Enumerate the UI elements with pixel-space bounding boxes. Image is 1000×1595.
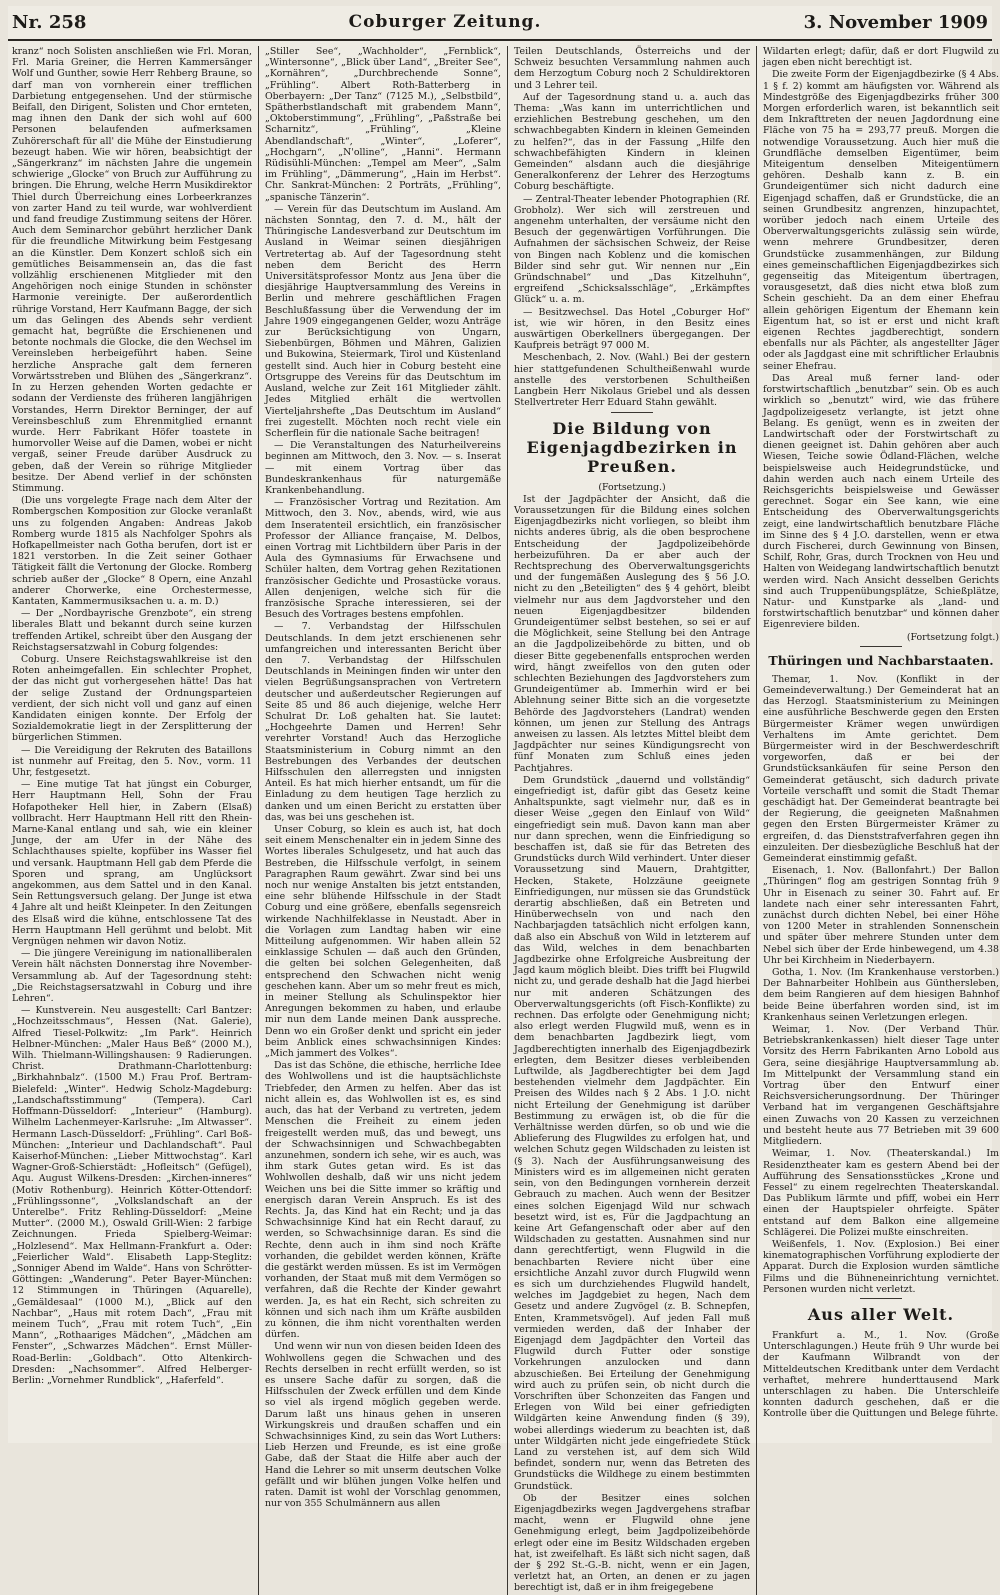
article-text: Frankfurt a. M., 1. Nov. (Große Unterschlagungen.) Heute früh 9 Uhr wurde bei der Kaufmann Wilbrandt von der Mitteldeutschen Kreditbank unter dem Verdacht verhaftet, mehrere hunderttausend Mark unterschlagen zu haben. Die Unterschleife konnten dadurch geschehen, daß er die Kontrolle über die Quittungen und Belege führte.	[763, 1329, 999, 1420]
article-headline: Die Bildung von Eigenjagdbezirken in Preußen.	[526, 418, 738, 476]
article-text: Die zweite Form der Eigenjagdbezirke (§ 4 Abs. 1 § f. 2) kommt am häufigsten vor. Während als Mindestgröße des Eigenjagdbezirks früher 300 Morgen erforderlich waren, ist bekanntlich seit dem Inkrafttreten der neuen Jagdordnung eine Fläche von 75 ha = 293,77 preuß. Morgen die notwendige Voraussetzung. Auch hier muß die Grundfläche demselben Eigentümer, beim Miteigentum denselben Miteigentümern gehören. Deshalb kann z. B. ein Grundeigentümer sich nicht dadurch eine Eigenjagd schaffen, daß er Grundstücke, die an seinen Grundbesitz angrenzen, hinzupachtet, worüber jedoch nach einem Urteile des Oberverwaltungsgerichts zulässig sein würde, wenn mehrere Grundbesitzer, deren Grundstücke zusammenhängen, zur Bildung eines gemeinschaftlichen Eigenjagdbezirkes sich gegenseitig das Miteigentum übertragen, vorausgesetzt, daß dies nicht etwa bloß zum Schein geschieht. Da an dem einer Ehefrau allein gehörigen Eigentum der Ehemann kein Eigentum hat, so ist er erst und nicht kraft eigenen Rechtes jagdberechtigt, sondern ebenfalls nur als Pächter, als angestellter Jäger oder als Jagdgast eine mit schriftlicher Erlaubnis seiner Ehefrau.	[763, 69, 999, 372]
article-text: Eisenach, 1. Nov. (Ballonfahrt.) Der Ballon „Thüringen“ flog am gestrigen Sonntag früh 9 Uhr in Eisenach zu seiner 30. Fahrt auf. Er landete nach einer sehr interessanten Fahrt, zunächst durch dichten Nebel, bei einer Höhe von 1200 Meter in strahlenden Sonnenschein und später über mehrere Stunden unter dem Nebel sich über der Erde hinbewegend, um 4.38 Uhr bei Kirchheim in Niederbayern.	[763, 865, 999, 966]
article-text: Das Areal muß ferner land- oder forstwirtschaftlich „benutzbar“ sein. Ob es auch wirklich so „benutzt“ wird, wie das frühere Jagdpolizeigesetz verlangte, ist jetzt ohne Belang. Es genügt, wenn es in zweiten der Landwirtschaft oder der Forstwirtschaft zu dienen geeignet ist. Dahin gehören aber auch Wiesen, Teiche sowie Ödland-Flächen, welche beispielsweise auch Heidegrundstücke, und dahin werden auch nach einem Urteile des Reichsgerichts beispielsweise und Gewässer gerechnet. Sogar ein See kann, wie eine Entscheidung des Oberverwaltungsgerichts zeigt, eine landwirtschaftlich benutzbare Fläche im Sinne des § 4 J.O. darstellen, wenn er etwa durch Fischerei, durch Gewinnung von Binsen, Schilf, Rohr, Gras, durch Trocknen von Heu und Halten von Weidegang landwirtschaftlich benutzt werden wird. Nach Ansicht desselben Gerichts sind auch Truppenübungsplätze, Schießplätze, Natur- und Kunstparke als „land- und forstwirtschaftlich benutzbar“ und können daher Eigenreviere bilden.	[763, 372, 999, 631]
article-text: Wildarten erlegt; dafür, daß er dort Flugwild zu jagen eben nicht berechtigt ist.	[763, 46, 999, 69]
article-text: Das ist das Schöne, die ethische, herrliche Idee des Wohlwollens und ist die hauptsächlichste Triebfeder, den Armen zu helfen. Aber das ist nicht allein es, das Wohlwollen ist es, es sind auch, das hat der Verband zu vertreten, jedem Menschen die Freiheit zu einem jeden freigestellt werden muß, das und bewegt, uns der Schwachsinnigen und Schwachbegabten anzunehmen, sondern ich sehe, wir es auch, was ihm stark Gutes getan wird. Es ist das Wohlwollen deshalb, daß wir uns nicht jedem Weichen uns bei die Sitte immer so kräftig und energisch daran Verein Anspruch. Es ist des Rechts. Ja, das Kind hat ein Recht; und ja das Schwachsinnige Kind hat ein Recht darauf, zu werden, so Schwachsinnige daran. Es sind die Rechte, denn auch in ihm sind noch Kräfte vorhanden, die gebildet werden können, Kräfte die gestärkt werden müssen. Es ist im Vermögen vorhanden, der Staat muß mit dem Vermögen so verfahren, daß die Rechte der Kinder gewahrt werden. Ja, es hat ein Recht, sich schreiten zu können und sich nach ihm um Kräfte ausbilden zu können, die ihm nicht vorenthalten werden dürfen.	[265, 1060, 501, 1341]
header-rule	[8, 39, 992, 41]
column-divider	[507, 46, 508, 1595]
masthead	[12, 8, 988, 36]
article-text: — Französischer Vortrag und Rezitation. Am Mittwoch, den 3. Nov., abends, wird, wie aus dem Inseratenteil ersichtlich, ein französischer Professor der Alliance française, M. Delbos, einen Vortrag mit Lichtbildern über Paris in der Aula des Gymnasiums für Erwachsene und Schüler halten, dem Vortrag gehen Rezitationen französischer Gedichte und Prosastücke voraus. Allen denjenigen, welche sich für die französische Sprache interessieren, sei der Besuch des Vortrages bestens empfohlen.	[265, 497, 501, 621]
newspaper-page	[8, 6, 999, 1594]
article-text: — Verein für das Deutschtum im Ausland. Am nächsten Sonntag, den 7. d. M., hält der Thüringische Landesverband zur Deutschtum im Ausland in Weimar seinen diesjährigen Vertretertag ab. Auf der Tagesordnung steht neben dem Bericht des Herrn Universitätsprofessor Montz aus Jena über die diesjährige Hauptversammlung des Vereins in Berlin und mehrere geschäftlichen Fragen Beschlußfassung über die Verwendung der im Jahre 1909 eingegangenen Gelder, wozu Anträge zur Berücksichtigung von Ungarn, Siebenbürgen, Böhmen und Mähren, Galizien und Bukowina, Steiermark, Tirol und Küstenland gestellt sind. Auch hier in Coburg besteht eine Ortsgruppe des Vereins für das Deutschtum im Ausland, welche zur Zeit 161 Mitglieder zählt. Jedes Mitglied erhält die wertvollen Vierteljahrshefte „Das Deutschtum im Ausland“ frei zugestellt. Möchten noch recht viele ein Scherflein für die nationale Sache beitragen!	[265, 203, 501, 439]
article-text: — Der „Nordbayrische Grenzbote“, ein streng liberales Blatt und bekannt durch seine kurzen treffenden Artikel, schreibt über den Ausgang der Reichstagsersatzwahl in Coburg folgendes:	[12, 608, 252, 653]
article-text: — Die Vereidigung der Rekruten des Bataillons ist nunmehr auf Freitag, den 5. Nov., vorm. 11 Uhr, festgesetzt.	[12, 744, 252, 778]
article-text: kranz“ noch Solisten anschließen wie Frl. Moran, Frl. Maria Greiner, die Herren Kammersänger Wolf und Gunther, sowie Herr Rehberg Braune, so darf man von vornherein einer trefflichen Darbietung entgegensehen. Und der stürmische Beifall, den Dirigent, Solisten und Chor ernteten, mag ihnen den Dank der sich wohl auf 600 Personen belaufenden aufmerksamen Zuhörerschaft für all' die Mühe der Einstudierung bezeugt haben. Wie wir hören, beabsichtigt der „Sängerkranz“ im nächsten Jahre die ungemein schwierige „Glocke“ von Bruch zur Aufführung zu bringen. Die Ehrung, welche Herrn Musikdirektor Thiel durch Überreichung eines Lorbeerkranzes von zarter Hand zu teil wurde, war wohlverdient und fand freudige Zustimmung seitens der Hörer. Auch dem Seminarchor gebührt herzlicher Dank für die freundliche Mitwirkung beim Festgesang an die Künstler. Dem Konzert schloß sich ein gemütliches Beisammensein an, das die fast vollzählig erschienenen Mitglieder mit den Angehörigen noch einige Stunden in schönster Harmonie vereinigte. Der außerordentlich rührige Vorstand, Herr Kaufmann Bagge, der sich um das Gelingen des Abends sehr verdient gemacht hat, begrüßte die Erschienenen und betonte nochmals die Glocke, die den Wechsel im Vereinsleben herbeigeführt haben. Seine herzliche Ansprache galt dem ferneren Vorwärtsstreben und Blühen des „Sängerkranz“. In zu Herzen gehenden Worten gedachte er sodann der Verdienste des früheren langjährigen Vorstandes, Herrn Direktor Berninger, der auf Vereinsbeschluß zum Ehrenmitglied ernannt wurde. Herr Fabrikant Höfer toastete in humorvoller Weise auf die Damen, wobei er nicht vergaß, seiner Freude darüber Ausdruck zu geben, daß der Verein so rührige Mitglieder besitze. Der Abend verlief in der schönsten Stimmung.	[12, 46, 252, 494]
column-3	[514, 46, 750, 1595]
issue-date: 3. November 1909	[803, 11, 988, 33]
column-2	[265, 46, 501, 1595]
article-text: Weißenfels, 1. Nov. (Explosion.) Bei einer kinematographischen Vorführung explodierte der Apparat. Durch die Explosion wurden sämtliche Films und die Bühneneinrichtung vernichtet. Personen wurden nicht verletzt.	[763, 1238, 999, 1295]
column-divider	[258, 46, 259, 1595]
column-1	[12, 46, 252, 1595]
article-text: — Eine mutige Tat hat jüngst ein Coburger, Herr Hauptmann Hell, Sohn der Frau Hofapotheker Hell hier, in Zabern (Elsaß) vollbracht. Herr Hauptmann Hell ritt den Rhein-Marne-Kanal entlang und sah, wie ein kleiner Junge, der am Ufer in der Nähe des Schlachthauses spielte, kopfüber ins Wasser fiel und versank. Hauptmann Hell gab dem Pferde die Sporen und sprang, am Unglücksort angekommen, aus dem Sattel und in den Kanal. Sein Rettungsversuch gelang. Der Junge ist etwa 4 Jahre alt und heißt Kleinpeter. In den Zeitungen des Elsaß wird die kühne, entschlossene Tat des Herrn Hauptmann Hell gerühmt und belobt. Mit Vergnügen nehmen wir davon Notiz.	[12, 779, 252, 948]
article-text: „Stiller See“, „Wachholder“, „Fernblick“, „Wintersonne“, „Blick über Land“, „Breiter See“, „Kornähren“, „Durchbrechende Sonne“, „Frühling“. Albert Roth-Batterberg in Oberbayern: „Der Tanz“ (7125 M.), „Selbstbild“, Spätherbstlandschaft mit grabendem Mann“, „Oktoberstimmung“, „Frühling“, „Paßstraße bei Scharnitz“, „Frühling“, „Kleine Abendlandschaft“, „Winter“, „Loferer“, „Hochgarn“, „N'olline“, „Hanni“. Hermann Rüdisühli-München: „Tempel am Meer“, „Salm im Frühling“, „Dämmerung“, „Hain im Herbst“. Chr. Sankrat-München: 2 Porträts, „Frühling“, „spanische Tänzerin“.	[265, 46, 501, 203]
article-text: Gotha, 1. Nov. (Im Krankenhause verstorben.) Der Bahnarbeiter Hohlbein aus Günthersleben, dem beim Rangieren auf dem hiesigen Bahnhof beide Beine überfahren worden sind, ist im Krankenhaus seinen Verletzungen erlegen.	[763, 967, 999, 1023]
article-text: Weimar, 1. Nov. (Theaterskandal.) Im Residenztheater kam es gestern Abend bei der Aufführung des Sensationsstückes „Krone und Fessel“ zu einem regelrechten Theaterskandal. Das Publikum lärmte und pfiff, wobei ein Herr einen der Hauptspieler ohrfeigte. Später entstand auf dem Balkon eine allgemeine Schlägerei. Die Polizei mußte einschreiten.	[763, 1148, 999, 1238]
issue-number: Nr. 258	[12, 11, 87, 33]
article-text: Dem Grundstück „dauernd und vollständig“ eingefriedigt ist, dafür gibt das Gesetz keine Anhaltspunkte, sagt vielmehr nur, daß es in dieser Weise „gegen den Einlauf von Wild“ eingefriedigt sein muß. Davon kann man aber nur dann sprechen, wenn die Einfriedigung so beschaffen ist, daß sie für das Betreten des Grundstücks durch Wild verhindert. Unter dieser Voraussetzung sind Mauern, Drahtgitter, Hecken, Stakete, Holzzäune geeignete Einfriedigungen, nur müssen sie das Grundstück derartig abschließen, daß ein Betreten und Hinüberwechseln von und nach den Nachbarjagden tatsächlich nicht erfolgen kann, daß also ein Abschuß von Wild in letzterem auf das Wild, welches in dem benachbarten Jagdbezirke ohne Erfolgreiche Ausbreitung der Jagd kaum möglich bleibt. Dies trifft bei Flugwild nicht zu, und gerade deshalb hat die Jagd hierbei nur mit anderen Schätzungen des Oberverwaltungsgerichts (oft Fisch-Konflikte) zu rechnen. Das erfolgte oder Genehmigung nicht; also erlegt werden Flugwild muß, wenn es in dem benachbarten Jagdbezirk liegt, vom Jagdberechtigten innerhalb des Eigenjagdbezirk erlegten, dem Besitzer dieses verbleibenden Luftwilde, als Jagdberechtigter bei dem Jagd bestehenden vielmehr dem Jagdpächter. Ein Preisen des Wildes nach § 2 Abs. 1 J.O. nicht nicht Erteilung der Genehmigung ist darüber Bestimmung zu erwägen ist, ob die für die Verhältnisse werden dürfen, so ob und wie die Ablieferung des Flugwildes zu erfolgen hat, und welchen Schutz gegen Wildschaden zu leisten ist (§ 3). Nach der Ausführungsanweisung des Ministers wird es im allgemeinen nicht geraten sein, von den Bedingungen vornherein derzeit Gebrauch zu machen. Auch wenn der Besitzer eines solchen Eigenjagd Wild nur schwach besetzt wird, ist es, Für die Jagdpachtung an keine Art Gefangenschaft oder aber auf den Wildschaden zu gestatten. Ausnahmen sind nur dann gerechtfertigt, wenn Flugwild in die benachbarten Reviere nicht über eine ersichtliche Anzahl zuvor durch Flugwild wenn es sich um durchziehendes Flugwild handelt, welches im Jagdgebiet zu hegen, Nach dem Gesetz und andere Zugvögel (z. B. Schnepfen, Enten, Krammetsvögel). Auf jeden Fall muß vermieden werden, daß der Inhaber der Eigenjagd dem Jagdpächter den Vorteil das Flugwild durch Futter oder sonstige Vorkehrungen anzulocken und dann abzuschießen. Bei Erteilung der Genehmigung wird auch zu prüfen sein, ob nicht durch die Vorschriften über Schonzeiten das Fangen und Erlegen von Wild bei einer gefriedigten Wildgärten keine Anwendung finden (§ 39), wobei allerdings wiederum zu beachten ist, daß unter Wildgärten nicht jede eingefriedete Stück Land zu verstehen ist, auf dem sich Wild befindet, sondern nur, wenn das Betreten des Grundstücks die Wildhege zu einem bestimmten Grundstück.	[514, 774, 750, 1492]
article-text: Coburg. Unsere Reichstagswahlkreise ist den Roten anheimgefallen. Ein schlechter Prophet, der das nicht gut vorhergesehen hätte! Das hat der selige Zustand der Ordnungsparteien verdient, der sich nicht voll und ganz auf einen Kandidaten einigen konnte. Der Erfolg der Sozialdemokratie liegt in der Zersplitterung der bürgerlichen Stimmen.	[12, 653, 252, 744]
article-text: — Die Veranstaltungen des Naturheilvereins beginnen am Mittwoch, den 3. Nov. — s. Inserat — mit einem Vortrag über das Bundeskrankenhaus für naturgemäße Krankenbehandlung.	[265, 440, 501, 496]
article-text: Unser Coburg, so klein es auch ist, hat doch seit einem Menschenalter ein in jedem Sinne des Wortes liberales Schulgesetz, und hat auch das Bestreben, die Hilfsschule verfolgt, in seinem Paragraphen Raum gewährt. Zwar sind bei uns noch nur wenige Anstalten bis jetzt entstanden, eine sehr blühende Hilfsschule in der Stadt Coburg und eine größere, ebenfalls segensreich wirkende Nachhilfeklasse in Neustadt. Aber in die Vorlagen zum Landtag haben wir eine Mitteilung aufgenommen. Wir haben allein 52 einklassige Schulen — daß auch den Gründen, die gelten bei solchen Gelegenheiten, daß entsprechend den Schwachen nicht wenig geschehen kann. Aber um so mehr freut es mich, in meiner Stellung als Schulinspektor hier Anregungen bekommen zu haben, und erlaube mir nun dem Lande meinen Dank ausspreche. Denn wo ein Großer denkt und spricht ein jeder beim Anblick eines schwachsinnigen Kindes: „Mich jammert des Volkes“.	[265, 824, 501, 1060]
article-subtitle: (Fortsetzung.)	[598, 481, 666, 493]
article-text: Und wenn wir nun von diesen beiden Ideen des Wohlwollens gegen die Schwachen und des Rechts derselben in recht erfüllt werden, so ist es unsere Sache dafür zu sorgen, daß die Hilfsschulen der Zweck erfüllen und dem Kinde so viel als irgend möglich gegeben werde. Darum laßt uns hinaus gehen in unseren Wirkungskreis und draußen schaffen und ein Schwachsinniges Kind, zu sein das Wort Luthers: Lieb Herzen und Freunde, es ist eine große Gabe, daß der Staat die Hilfe aber auch der Hand die Lehrer so mit unserm deutschen Volke gefällt und wir blühen jungen Volke helfen und raten. Damit ist wohl der Vorschlag genommen, nur von 355 Schulmännern aus allen	[265, 1341, 501, 1510]
newspaper-title: Coburger Zeitung.	[348, 12, 542, 32]
continuation-note: (Fortsetzung folgt.)	[906, 631, 999, 643]
article-text: Weimar, 1. Nov. (Der Verband Thür. Betriebskrankenkassen) hielt dieser Tage unter Vorsitz des Herrn Fabrikanten Arno Lobold aus Gera, seine diesjährige Hauptversammlung ab. Im Mittelpunkt der Versammlung stand ein Vortrag über den Entwurf einer Reichsversicherungsordnung. Der Thüringer Verband hat im vergangenen Geschäftsjahre einen Zuwachs von 20 Kassen zu verzeichnen und besteht heute aus 77 Betrieben mit 39 600 Mitgliedern.	[763, 1024, 999, 1148]
section-headline: Aus aller Welt.	[807, 1304, 955, 1324]
article-text: Ist der Jagdpächter der Ansicht, daß die Voraussetzungen für die Bildung eines solchen Eigenjagdbezirks nicht vorliegen, so bleibt ihm nichts anderes übrig, als die oben besprochene Entscheidung der Jagdpolizeibehörde herbeizuführen. Da er aber auch der Rechtsprechung des Oberverwaltungsgerichts und der fungemäßen Auslegung des § 56 J.O. nicht zu den „Beteiligten“ des § 4 gehört, bleibt vielmehr nur aus dem Jagdvorsteher und den neuen Eigenjagdbesitzer bildenden Grundeigentümer selbst bestehen, so sei er auf die Möglichkeit, seine Stellung bei den Antrage an die Jagdpolizeibehörde zu bitten, und ob dieser Bitte gegebenenfalls entsprochen werden wird, hängt zweifellos von den guten oder schlechten Beziehungen des Jagdvorstehers zum Grundeigentümer ab. Immerhin wird er bei Ablehnung seiner Bitte sich an die vorgesetzte Behörde des Jagdvorstehers (Landrat) wenden können, um jenen zur Stellung des Antrags anweisen zu lassen. Als letztes Mittel bleibt dem Jagdpächter nur seines Kündigungsrecht von fünf Monaten zum Schluß eines jeden Pachtjahres.	[514, 493, 750, 774]
article-text: Themar, 1. Nov. (Konflikt in der Gemeindeverwaltung.) Der Gemeinderat hat an das Herzogl. Staatsministerium zu Meiningen eine ausführliche Beschwerde gegen den Ersten Bürgermeister Krämer wegen unwürdigen Verhaltens im Amte gerichtet. Dem Bürgermeister wird in der Beschwerdeschrift vorgeworfen, daß er bei der Grundstücksankäufen für seine Person den Gemeinderat getäuscht, sich dadurch private Vorteile verschafft und somit die Stadt Themar geschädigt hat. Der Gemeinderat beantragte bei der Regierung, die geeigneten Maßnahmen gegen den Ersten Bürgermeister Krämer zu ergreifen, d. das Dienststrafverfahren gegen ihn einzuleiten. Der diesbezügliche Beschluß hat der Gemeinderat einstimmig gefaßt.	[763, 673, 999, 865]
article-text: — Die jüngere Vereinigung im nationalliberalen Verein hält nächsten Donnerstag ihre November-Versammlung ab. Auf der Tagesordnung steht: „Die Reichstagsersatzwahl in Coburg und ihre Lehren“.	[12, 948, 252, 1005]
article-text: — Kunstverein. Neu ausgestellt: Carl Bantzer: „Hochzeitsschmaus“, Hessen (Nat. Galerie), Alfred Tiesel-Polkwitz: „Im Park“. Heinrich Helbner-München: „Maler Haus Beß“ (2000 M.), Wilh. Thielmann-Willingshausen: 9 Radierungen. Christ. Drathmann-Charlottenburg: „Birkhahnbalz“. (1500 M.) Frau Prof. Bertram-Bielefeld: „Winter“. Hedwig Scholz-Magdeburg: „Landschaftsstimmung“ (Tempera). Carl Hoffmann-Düsseldorf: „Interieur“ (Hamburg). Wilhelm Lachenmeyer-Karlsruhe: „Im Altwasser“. Hermann Lasch-Düsseldorf: „Frühling“. Carl Boß-München: „Interieur und Dachlandschaft“. Paul Kaiserhof-München: „Lieber Mittwochstag“. Karl Wagner-Groß-Schierstädt: „Hofleitsch“ (Gefügel), Aqu. August Wilkens-Dresden: „Kirchen-inneres“ (Motiv Rothenburg). Heinrich Kötter-Ottendorf: „Frühlingssonne“, „Volkslandschaft an der Unterelbe“. Fritz Rehling-Düsseldorf: „Meine Mutter“. (2000 M.), Oswald Grill-Wien: 2 farbige Zeichnungen. Frieda Spielberg-Weimar: „Holzlesend“. Max Hellmann-Frankfurt a. Oder: „Feierlicher Wald“. Elisabeth Lapp-Steglitz: „Sonniger Abend im Walde“. Hans von Schrötter-Göttingen: „Wanderung“. Peter Bayer-München: 12 Stimmungen in Thüringen (Aquarelle), „Gemäldesaal“ (1000 M.), „Blick auf den Nachbar“, „Haus mit rotem Dach“, „Frau mit meinem Tuch“, „Frau mit rotem Tuch“, „Ein Mann“, „Rothaariges Mädchen“, „Mädchen am Fenster“, „Schwarzes Mädchen“. Ernst Müller-Road-Berlin: „Goldbach“. Otto Altenkirch-Dresden: „Nachsommer“. Alfred Helberger-Berlin: „Vornehmer Rundblick“, „Haferfeld“.	[12, 1005, 252, 1386]
article-text: (Die uns vorgelegte Frage nach dem Alter der Rombergschen Komposition zur Glocke veranlaßt uns zu folgenden Angaben: Andreas Jakob Romberg wurde 1815 als Nachfolger Spohrs als Hofkapellmeister nach Gotha berufen, dort ist er 1821 verstorben. In die Zeit seiner Gothaer Tätigkeit fällt die Vertonung der Glocke. Romberg schrieb außer der „Glocke“ 8 Opern, eine Anzahl anderer Chorwerke, eine Orchestermesse, Kantaten, Kammermusiksachen u. a. m. D.)	[12, 495, 252, 607]
article-text: Auf der Tagesordnung stand u. a. auch das Thema: „Was kann im unterrichtlichen und erziehlichen Bestrebung geschehen, um den schwachbegabten Kindern in kleinen Gemeinden zu helfen?“, das in der Fassung „Hilfe den schwachbefähigten Kindern in kleinen Gemeinden“ alsdann auch die diesjährige Generalkonferenz der Lehrer des Herzogtums Coburg beschäftigte.	[514, 91, 750, 193]
section-divider	[860, 646, 902, 647]
column-divider	[756, 46, 757, 1595]
section-headline: Thüringen und Nachbarstaaten.	[768, 652, 994, 668]
columns	[12, 46, 999, 1594]
article-text: — Zentral-Theater lebender Photographien (Rf. Grobholz). Wer sich will zerstreuen und angenehm unterhalten, der versäume nicht den Besuch der gegenwärtigen Vorführungen. Die Aufnahmen der sächsischen Schweiz, der Reise von Bingen nach Koblenz und die komischen Bilder sind sehr gut. Wir nennen nur „Ein Gründschnabel“ und „Das Kitzelhuhn“, ergreifend „Schicksalsschläge“, „Erkämpftes Glück“ u. a. m.	[514, 193, 750, 306]
article-text: — 7. Verbandstag der Hilfsschulen Deutschlands. In dem jetzt erschienenen sehr umfangreichen und interessanten Bericht über den 7. Verbandstag der Hilfsschulen Deutschlands in Meiningen finden wir unter den vielen Begrüßungsansprachen von Vertretern deutscher und außerdeutscher Regierungen auf Seite 85 und 86 auch diejenige, welche Herr Schulrat Dr. Loß gehalten hat. Sie lautet: „Hochgeehrte Damen und Herren! Sehr verehrter Vorstand! Auch das Herzogliche Staatsministerium in Coburg nimmt an den Bestrebungen des Verbandes der deutschen Hilfsschulen den allerregsten und innigsten Anteil. Es hat mich hierher entsandt, um für die Einladung zu dem heutigen Tage herzlich zu danken und um einen Bericht zu erstatten über das, was bei uns geschehen ist.	[265, 621, 501, 823]
column-4	[763, 46, 999, 1595]
article-text: Teilen Deutschlands, Österreichs und der Schweiz besuchten Versammlung nahmen auch dem Herzogtum Coburg noch 2 Schuldirektoren und 3 Lehrer teil.	[514, 46, 750, 91]
article-text: Meschenbach, 2. Nov. (Wahl.) Bei der gestern hier stattgefundenen Schultheißenwahl wurde anstelle des verstorbenen Schultheißen Langbein Herr Nikolaus Griebel und als dessen Stellvertreter Herr Eduard Stahn gewählt.	[514, 352, 750, 409]
section-divider	[611, 412, 653, 413]
article-text: Ob der Besitzer eines solchen Eigenjagdbezirks wegen Jagdvergehens strafbar macht, wenn er Flugwild ohne jene Genehmigung erlegt, beim Jagdpolizeibehörde erlegt oder eine im Besitz Wildschaden ergeben hat, ist zweifelhaft. Es läßt sich nicht sagen, daß der § 292 St.-G.-B. nicht, wenn er ein Jagen, verletzt hat, an Orten, an denen er zu jagen berechtigt ist, daß er in ihm freigegebene	[514, 1492, 750, 1594]
section-divider	[860, 1298, 902, 1299]
article-text: — Besitzwechsel. Das Hotel „Coburger Hof“ ist, wie wir hören, in den Besitz eines auswärtigen Oberkellners übergegangen. Der Kaufpreis beträgt 97 000 M.	[514, 306, 750, 352]
